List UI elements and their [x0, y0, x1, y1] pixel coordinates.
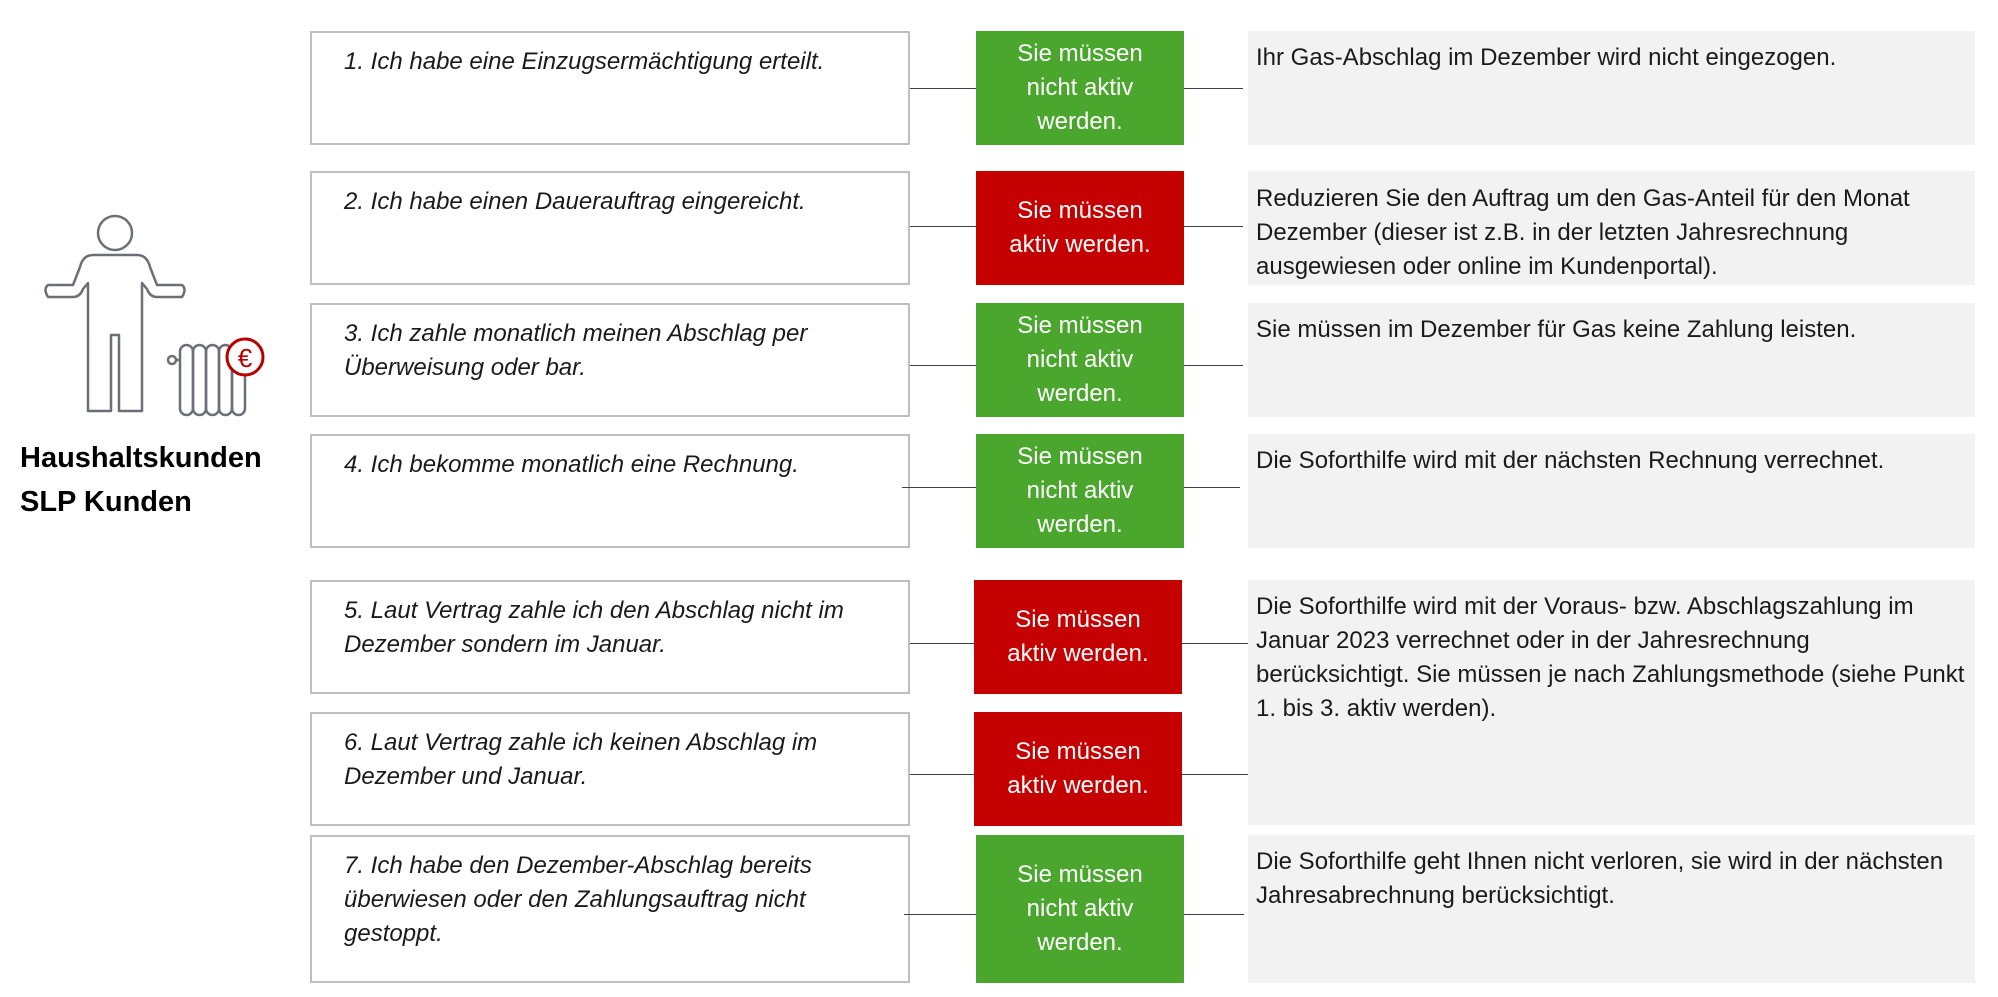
status-box-2	[976, 171, 1184, 285]
status-text-4: Sie müssen nicht aktiv werden.	[1017, 443, 1143, 538]
title-line-1: Haushaltskunden	[20, 442, 262, 474]
status-text-5: Sie müssen aktiv werden.	[1007, 606, 1149, 667]
condition-box-6: 6. Laut Vertrag zahle ich keinen Abschlag im Dezember und Januar.	[310, 712, 910, 826]
info-box-2: Reduzieren Sie den Auftrag um den Gas-Anteil für den Monat Dezember (dieser ist z.B. in der letzten Jahresrechnung ausgewiesen oder online im Kundenportal).	[1248, 171, 1975, 285]
status-box-7	[976, 835, 1184, 983]
person-icon	[46, 216, 185, 411]
condition-box-3: 3. Ich zahle monatlich meinen Abschlag per Überweisung oder bar.	[310, 303, 910, 417]
status-text-3: Sie müssen nicht aktiv werden.	[1017, 312, 1143, 407]
status-box-3	[976, 303, 1184, 417]
condition-box-1: 1. Ich habe eine Einzugsermächtigung erteilt.	[310, 31, 910, 145]
info-box-4: Die Soforthilfe wird mit der nächsten Rechnung verrechnet.	[1248, 434, 1975, 548]
info-box-5-6: Die Soforthilfe wird mit der Voraus- bzw. Abschlagszahlung im Januar 2023 verrechnet oder in der Jahresrechnung berücksichtigt. Sie müssen je nach Zahlungsmethode (siehe Punkt 1. bis 3. aktiv werden).	[1248, 580, 1975, 825]
status-text-1: Sie müssen nicht aktiv werden.	[1017, 40, 1143, 135]
info-box-7: Die Soforthilfe geht Ihnen nicht verloren, sie wird in der nächsten Jahresabrechnung berücksichtigt.	[1248, 835, 1975, 983]
status-text-6: Sie müssen aktiv werden.	[1007, 738, 1149, 799]
condition-box-4: 4. Ich bekomme monatlich eine Rechnung.	[310, 434, 910, 548]
status-box-1	[976, 31, 1184, 145]
euro-icon	[227, 339, 263, 375]
info-box-3: Sie müssen im Dezember für Gas keine Zahlung leisten.	[1248, 303, 1975, 417]
condition-box-2: 2. Ich habe einen Dauerauftrag eingereicht.	[310, 171, 910, 285]
condition-box-7: 7. Ich habe den Dezember-Abschlag bereits überwiesen oder den Zahlungsauftrag nicht gestoppt.	[310, 835, 910, 983]
status-text-2: Sie müssen aktiv werden.	[1009, 197, 1151, 258]
condition-box-5: 5. Laut Vertrag zahle ich den Abschlag nicht im Dezember sondern im Januar.	[310, 580, 910, 694]
status-box-5	[974, 580, 1182, 694]
status-text-7: Sie müssen nicht aktiv werden.	[1017, 861, 1143, 956]
status-box-6	[974, 712, 1182, 826]
page-title	[20, 436, 300, 524]
status-box-4	[976, 434, 1184, 548]
info-box-1: Ihr Gas-Abschlag im Dezember wird nicht eingezogen.	[1248, 31, 1975, 145]
customer-illustration	[30, 205, 280, 430]
svg-text:€: €	[237, 343, 253, 373]
title-line-2: SLP Kunden	[20, 486, 192, 518]
